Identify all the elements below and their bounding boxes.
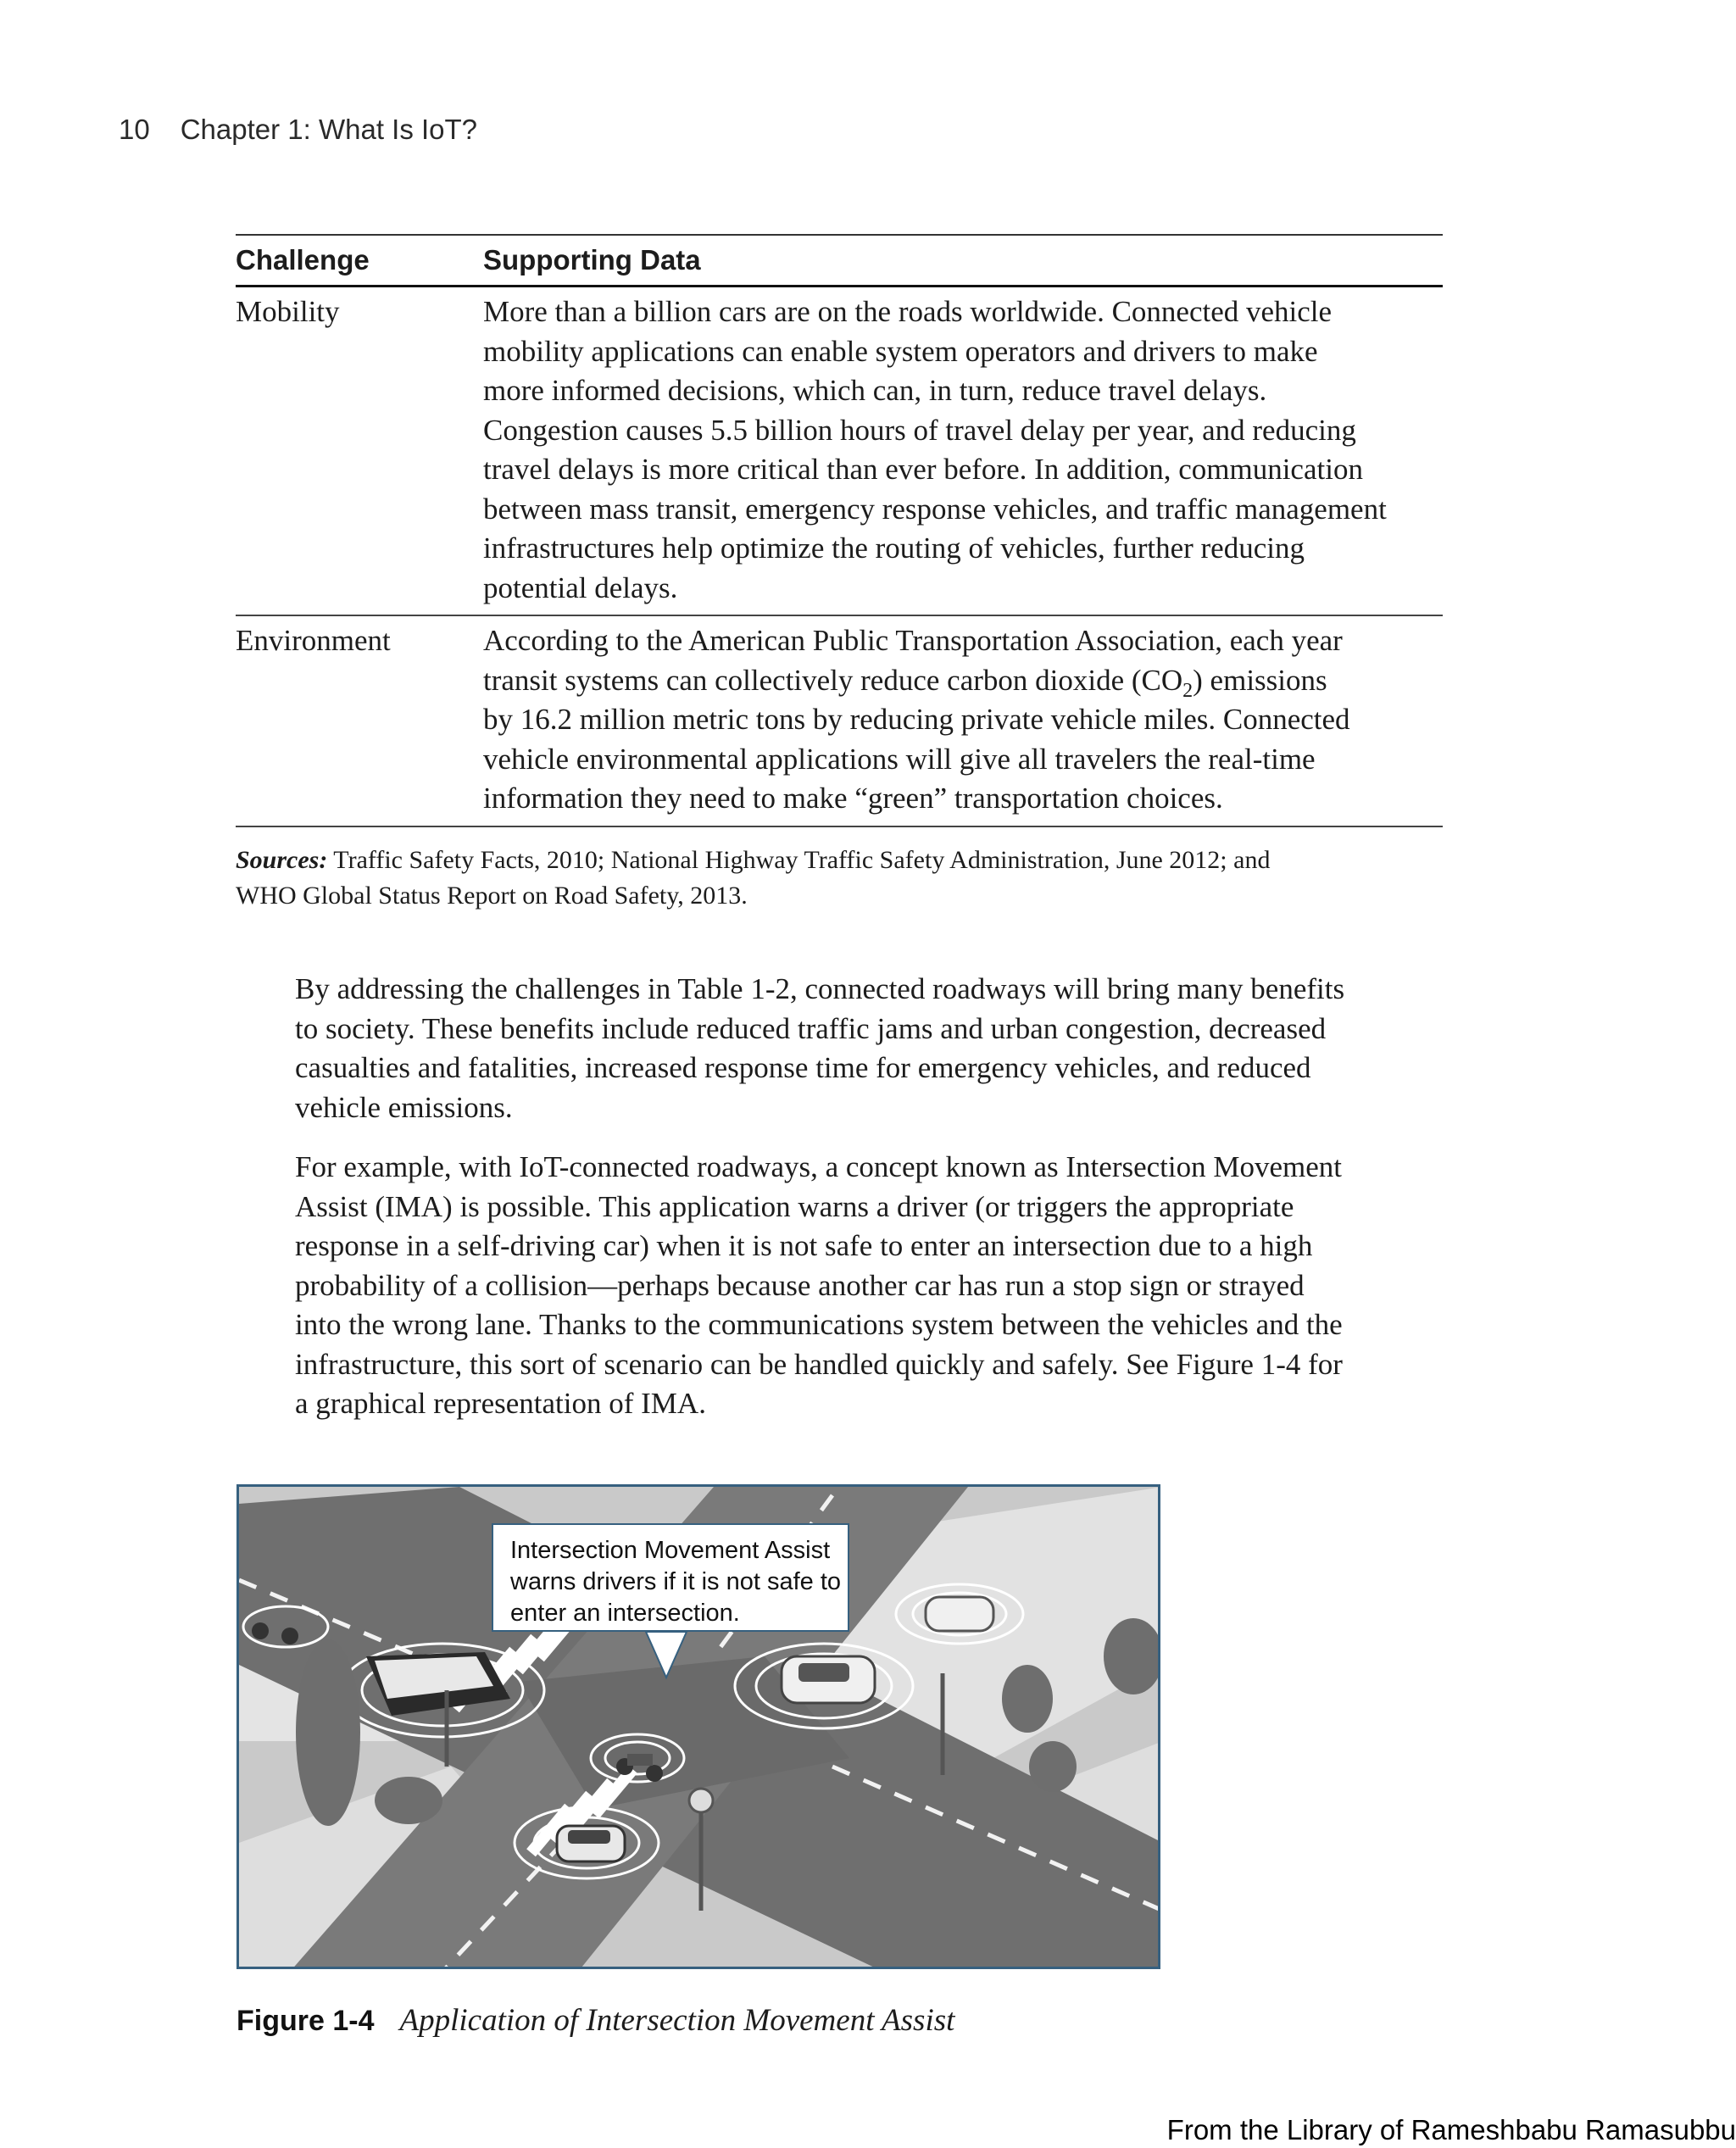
text-line: infrastructures help optimize the routing of vehicles, further reducing <box>483 531 1305 565</box>
column-header-supporting-data: Supporting Data <box>483 244 701 275</box>
paragraph: By addressing the challenges in Table 1-2, connected roadways will bring many benefits to society. These benefits include reduced traffic jams and urban congestion, decreased casualties and fatalities, increased response time for emergency vehicles, and reduced vehicle emissions. <box>295 972 1345 1124</box>
running-head <box>119 114 477 146</box>
text-line: transit systems can collectively reduce carbon dioxide $(CO_2)$ emissions <box>483 663 1327 702</box>
text-line: vehicle environmental applications will give all travelers the real-time <box>483 742 1316 776</box>
car-icon <box>782 1656 875 1703</box>
table-row <box>236 616 1443 827</box>
figure-title: Application of Intersection Movement Assist <box>399 2003 955 2038</box>
stop-sign-icon <box>689 1789 713 1812</box>
text-line: According to the American Public Transportation Association, each year <box>483 624 1343 657</box>
figure-caption <box>236 2002 954 2039</box>
car-icon <box>926 1597 993 1631</box>
text-line: by 16.2 million metric tons by reducing private vehicle miles. Connected <box>483 703 1350 736</box>
intersection-illustration <box>236 1484 1160 1969</box>
sources-text: WHO Global Status Report on Road Safety, 2013. <box>236 882 748 910</box>
challenge-cell: Mobility <box>236 295 340 328</box>
text-line: mobility applications can enable system operators and drivers to make <box>483 334 1318 368</box>
sources-label: Sources: <box>236 846 328 874</box>
column-header-challenge: Challenge <box>236 244 370 275</box>
text-line: travel delays is more critical than ever before. In addition, communication <box>483 453 1363 486</box>
subscript: 2 <box>1182 679 1194 702</box>
table-header-row <box>236 236 1443 287</box>
text-line: Congestion causes 5.5 billion hours of travel delay per year, and reducing <box>483 413 1356 447</box>
text-line: potential delays. <box>483 570 678 604</box>
callout-box: Intersection Movement Assist warns drivers if it is not safe to enter an intersection. <box>492 1523 849 1632</box>
challenge-cell: Environment <box>236 624 391 657</box>
supporting-data-cell <box>483 616 1443 826</box>
challenge-table <box>236 234 1443 827</box>
paragraph: For example, with IoT-connected roadways, a concept known as Intersection Movement Assist (IMA) is possible. This application warns a driver (or triggers the appropriate response in a self-driving car) when it is not safe to enter an intersection due to a high probability of a collision—perhaps because another car has run a stop sign or strayed into the wrong lane. Thanks to the communications system between the vehicles and the infrastructure, this sort of scenario can be handled quickly and safely. See Figure 1-4 for a graphical representation of IMA. <box>295 1150 1343 1420</box>
car-icon <box>557 1826 625 1861</box>
body-text <box>295 970 1465 1444</box>
table-sources-note <box>236 843 1456 914</box>
sources-text: Traffic Safety Facts, 2010; National Highway Traffic Safety Administration, June 2012; and <box>327 846 1271 874</box>
page-number: 10 <box>119 114 150 145</box>
library-watermark: From the Library of Rameshbabu Ramasubbu <box>1166 2114 1736 2145</box>
figure-number: Figure 1-4 <box>236 2005 375 2037</box>
text-line: information they need to make “green” transportation choices. <box>483 782 1223 815</box>
text-line: more informed decisions, which can, in turn, reduce travel delays. <box>483 374 1267 407</box>
supporting-data-cell <box>483 287 1443 615</box>
table-row <box>236 287 1443 616</box>
chapter-title: Chapter 1: What Is IoT? <box>180 114 478 145</box>
text-line: between mass transit, emergency response vehicles, and traffic management <box>483 492 1387 526</box>
text-line: More than a billion cars are on the roads worldwide. Connected vehicle <box>483 295 1333 328</box>
